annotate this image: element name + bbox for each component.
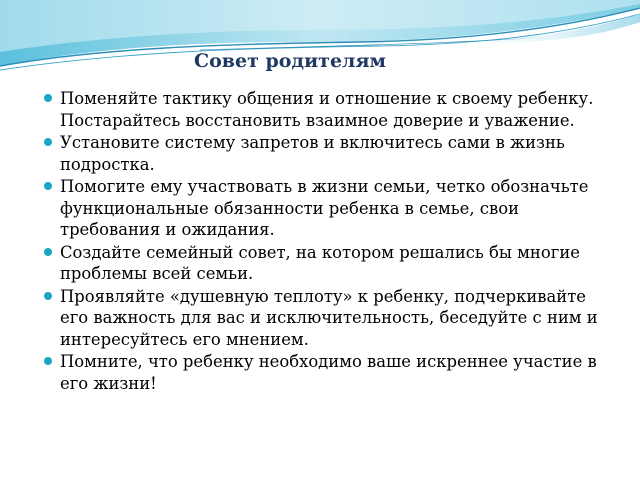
bullet-dot-icon [44,248,52,256]
advice-list [42,88,602,395]
bullet-dot-icon [44,357,52,365]
bullet-dot-icon [44,182,52,190]
bullet-dot-icon [44,94,52,102]
list-item-text: Помогите ему участвовать в жизни семьи, четко обозначьте функциональные обязанности ребенка в семье, свои требования и ожидания. [60,177,589,239]
bullet-dot-icon [44,138,52,146]
list-item [42,132,602,175]
list-item [42,176,602,241]
list-item-text: Поменяйте тактику общения и отношение к своему ребенку. Постарайтесь восстановить взаимное доверие и уважение. [60,89,594,130]
list-item-text: Установите систему запретов и включитесь сами в жизнь подростка. [60,133,565,174]
slide-title: Совет родителям [194,50,386,72]
list-item [42,242,602,285]
list-item-text: Создайте семейный совет, на котором решались бы многие проблемы всей семьи. [60,242,580,283]
list-item-text: Проявляйте «душевную теплоту» к ребенку, подчеркивайте его важность для вас и исключительность, беседуйте с ним и интересуйтесь его мнением. [60,286,598,349]
bullet-dot-icon [44,292,52,300]
list-item [42,88,602,131]
list-item-text: Помните, что ребенку необходимо ваше искреннее участие в его жизни! [60,352,597,393]
list-item [42,351,602,394]
list-item [42,286,602,351]
